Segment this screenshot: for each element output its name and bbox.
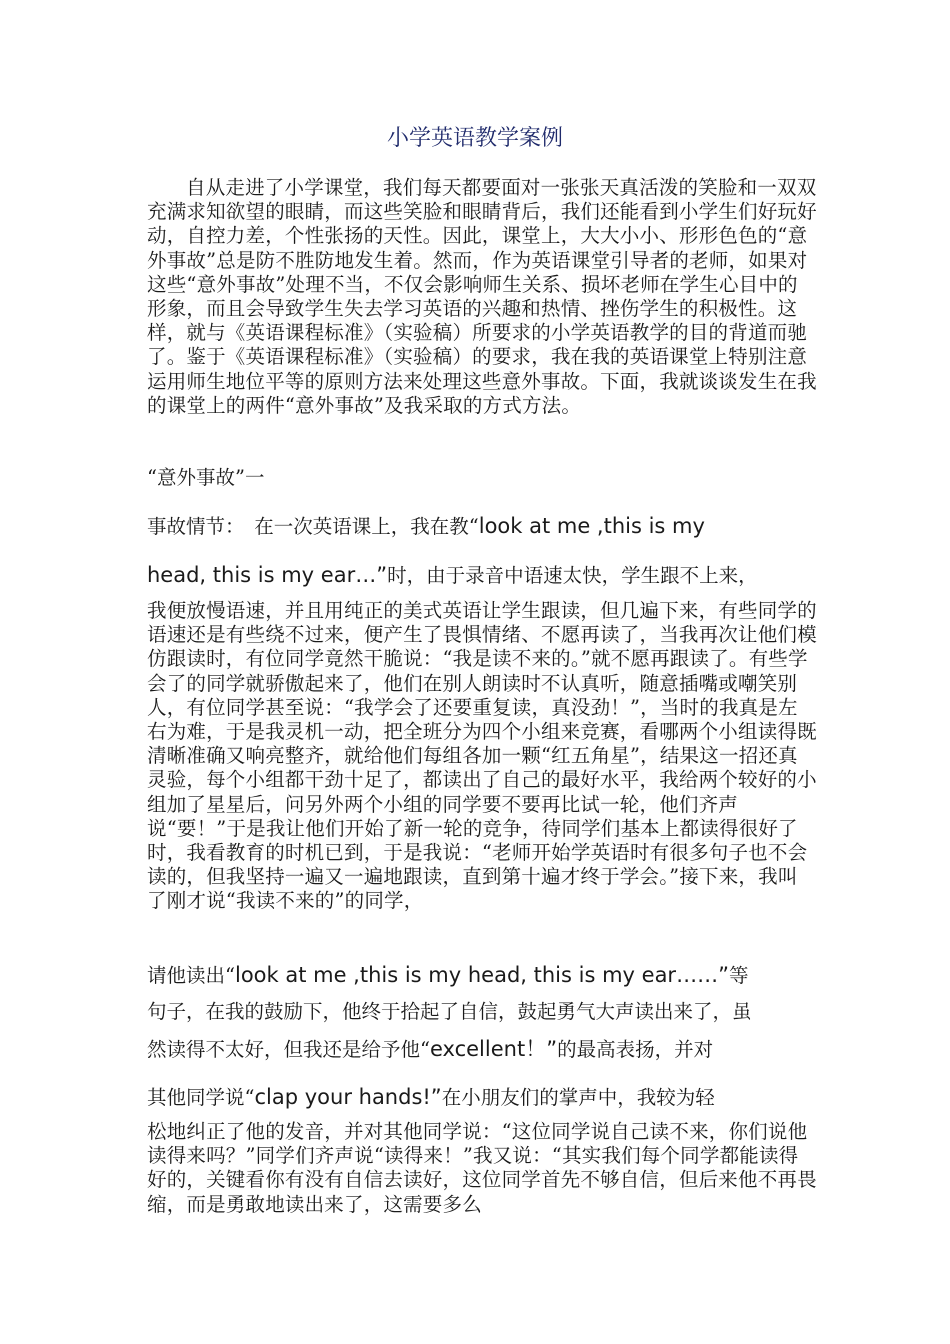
plot-line-1-cn: 事故情节： 在一次英语课上，我在教“ xyxy=(147,515,479,538)
plot-line-6-cn: 其他同学说“ xyxy=(147,1086,255,1109)
intro-paragraph: 自从走进了小学课堂，我们每天都要面对一张张天真活泼的笑脸和一双双充满求知欲望的眼睛，而这些笑脸和眼睛背后，我们还能看到小学生们好玩好动，自控力差，个性张扬的天性。因此，课堂上，大大小小、形形色色的“意外事故”总是防不胜防地发生着。然而，作为英语课堂引导者的老师，如果对这些“意外事故”处理不当，不仅会影响师生关系、损坏老师在学生心目中的形象，而且会导致学生失去学习英语的兴趣和热情、挫伤学生的积极性。这样，就与《英语课程标准》（实验稿）所要求的小学英语教学的目的背道而驰了。鉴于《英语课程标准》（实验稿）的要求，我在我的英语课堂上特别注意运用师生地位平等的原则方法来处理这些意外事故。下面，我就谈谈发生在我的课堂上的两件“意外事故”及我采取的方式方法。 xyxy=(147,176,817,417)
plot-line-2-cn: 时，由于录音中语速太快，学生跟不上来， xyxy=(387,564,758,587)
plot-line-1 xyxy=(147,511,705,539)
plot-line-6-en: clap your hands!” xyxy=(254,1085,442,1109)
plot-line-1-en: look at me ,this is my xyxy=(478,514,705,538)
section-heading: “意外事故”一 xyxy=(147,466,265,489)
plot-line-2-en: head, this is my ear…” xyxy=(147,563,388,587)
document-title: 小学英语教学案例 xyxy=(386,126,563,151)
plot-line-5-cn: 然读得不太好，但我还是给予他“ xyxy=(147,1038,430,1061)
plot-line-6 xyxy=(147,1082,715,1110)
plot-line-3-en: look at me ,this is my head, this is my ear……” xyxy=(234,963,729,987)
plot-line-3 xyxy=(147,960,748,988)
plot-line-2 xyxy=(147,560,758,588)
plot-block-2: 松地纠正了他的发音，并对其他同学说：“这位同学说自己读不来，你们说他读得来吗？”同学们齐声说“读得来！”我又说：“其实我们每个同学都能读得好的，关键看你有没有自信去读好，这位同学首先不够自信，但后来他不再畏缩，而是勇敢地读出来了，这需要多么 xyxy=(147,1120,817,1216)
plot-line-5-tail: 的最高表扬，并对 xyxy=(557,1038,714,1061)
plot-line-5-en: excellent！” xyxy=(429,1037,558,1061)
plot-line-3-cn: 请他读出“ xyxy=(147,964,235,987)
plot-line-5 xyxy=(147,1033,713,1063)
plot-block-1: 我便放慢语速，并且用纯正的美式英语让学生跟读，但几遍下来，有些同学的语速还是有些绕不过来，便产生了畏惧情绪、不愿再读了，当我再次让他们模仿跟读时，有位同学竟然干脆说：“我是读不来的。”就不愿再跟读了。有些学会了的同学就骄傲起来了，他们在别人朗读时不认真听，随意插嘴或嘲笑别人，有位同学甚至说：“我学会了还要重复读，真没劲！”，当时的我真是左右为难，于是我灵机一动，把全班分为四个小组来竞赛，看哪两个小组读得既清晰准确又响亮整齐，就给他们每组各加一颗“红五角星”，结果这一招还真灵验，每个小组都干劲十足了，都读出了自己的最好水平，我给两个较好的小组加了星星后，问另外两个小组的同学要不要再比试一轮，他们齐声说“要！”于是我让他们开始了新一轮的竞争，待同学们基本上都读得很好了时，我看教育的时机已到，于是我说：“老师开始学英语时有很多句子也不会读的，但我坚持一遍又一遍地跟读，直到第十遍才终于学会。”接下来，我叫了刚才说“我读不来的”的同学， xyxy=(147,599,817,913)
plot-line-4: 句子，在我的鼓励下，他终于拾起了自信，鼓起勇气大声读出来了，虽 xyxy=(147,1000,752,1023)
plot-line-6-tail: 在小朋友们的掌声中，我较为轻 xyxy=(441,1086,715,1109)
plot-line-3-tail: 等 xyxy=(728,964,749,987)
